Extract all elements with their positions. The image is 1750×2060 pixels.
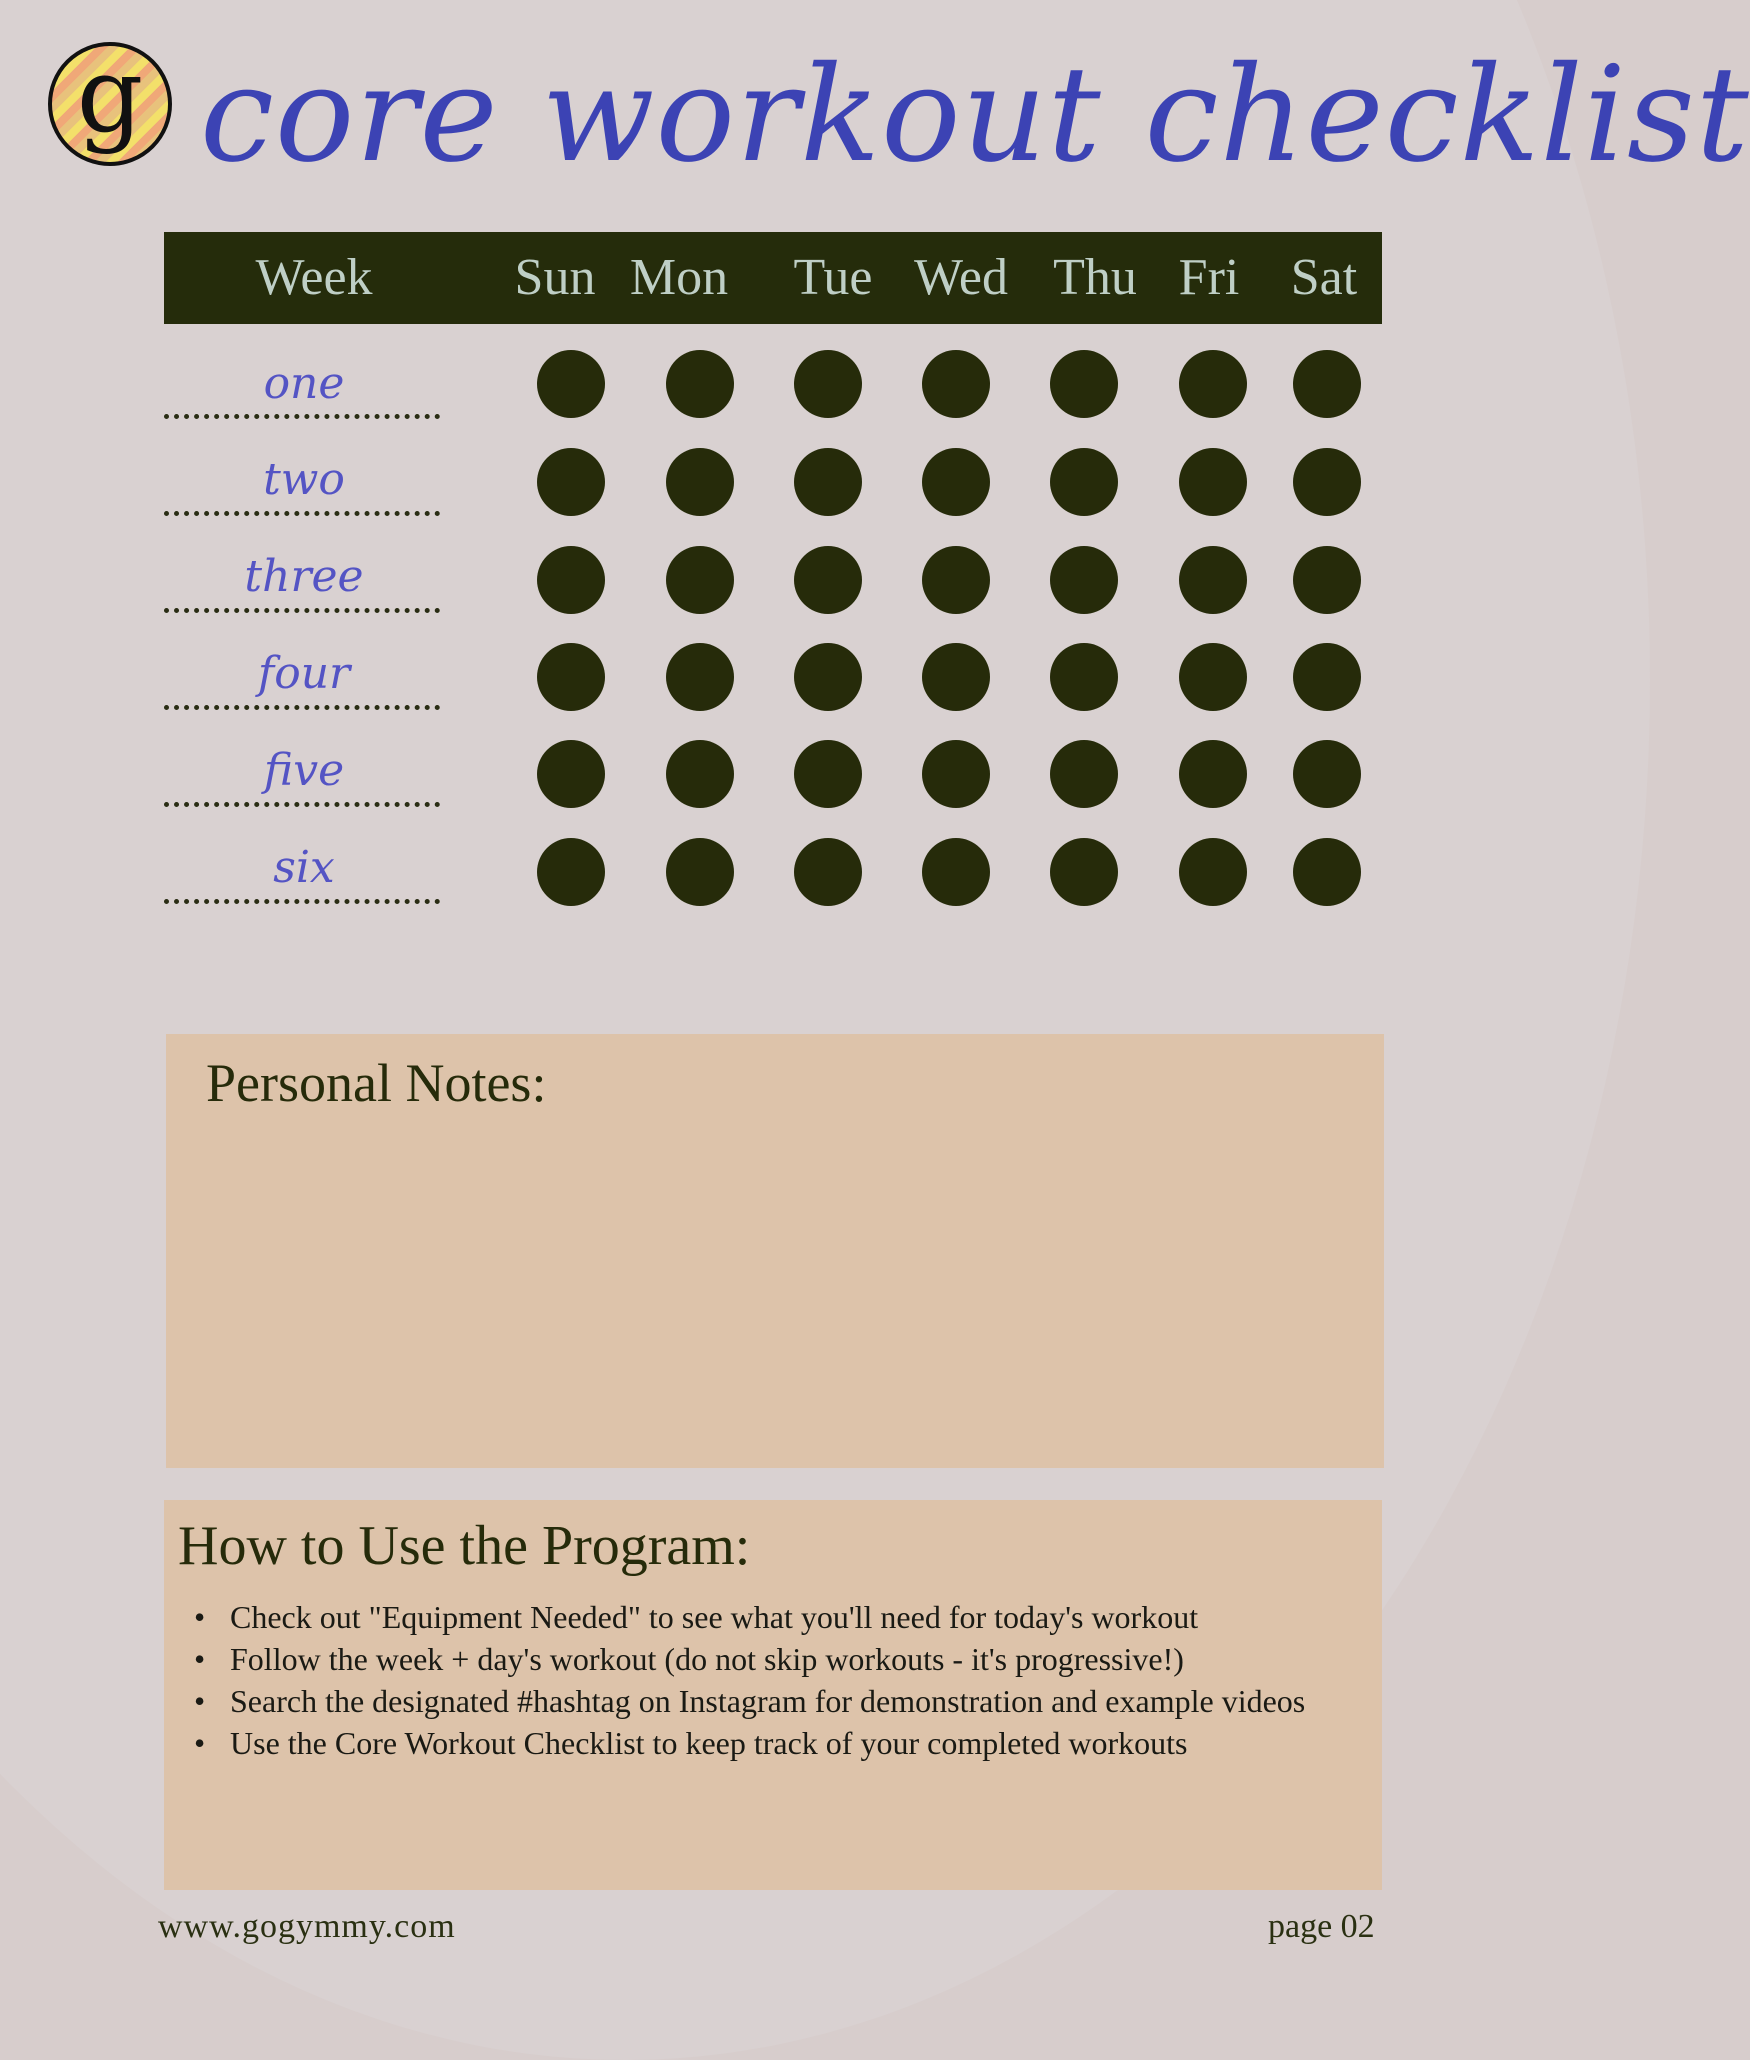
check-circle-three-thu[interactable] bbox=[1050, 546, 1118, 614]
check-circle-three-tue[interactable] bbox=[794, 546, 862, 614]
header-day-fri: Fri bbox=[1178, 249, 1240, 306]
header-day-wed: Wed bbox=[914, 249, 1008, 306]
week-line bbox=[164, 414, 440, 419]
personal-notes-title: Personal Notes: bbox=[206, 1053, 547, 1113]
week-label-four: four bbox=[257, 648, 351, 699]
check-circle-three-sun[interactable] bbox=[537, 546, 605, 614]
check-circle-two-mon[interactable] bbox=[666, 448, 734, 516]
how-to-use-box bbox=[164, 1500, 1382, 1890]
check-circle-one-tue[interactable] bbox=[794, 350, 862, 418]
check-circle-one-mon[interactable] bbox=[666, 350, 734, 418]
check-circle-six-sun[interactable] bbox=[537, 838, 605, 906]
week-line bbox=[164, 511, 440, 516]
check-circle-four-mon[interactable] bbox=[666, 643, 734, 711]
week-line bbox=[164, 899, 440, 904]
check-circle-three-wed[interactable] bbox=[922, 546, 990, 614]
check-circle-two-thu[interactable] bbox=[1050, 448, 1118, 516]
check-circle-three-mon[interactable] bbox=[666, 546, 734, 614]
list-item: • Use the Core Workout Checklist to keep track of your completed workouts bbox=[230, 1722, 1370, 1764]
check-circle-five-sun[interactable] bbox=[537, 740, 605, 808]
check-circle-two-sat[interactable] bbox=[1293, 448, 1361, 516]
check-circle-four-thu[interactable] bbox=[1050, 643, 1118, 711]
week-line bbox=[164, 802, 440, 807]
week-line bbox=[164, 608, 440, 613]
check-circle-five-thu[interactable] bbox=[1050, 740, 1118, 808]
check-circle-one-thu[interactable] bbox=[1050, 350, 1118, 418]
check-circle-six-fri[interactable] bbox=[1179, 838, 1247, 906]
check-circle-one-sun[interactable] bbox=[537, 350, 605, 418]
check-circle-six-thu[interactable] bbox=[1050, 838, 1118, 906]
week-label-three: three bbox=[244, 551, 364, 602]
check-circle-two-fri[interactable] bbox=[1179, 448, 1247, 516]
logo-letter: g bbox=[76, 34, 144, 156]
check-circle-five-mon[interactable] bbox=[666, 740, 734, 808]
check-circle-four-tue[interactable] bbox=[794, 643, 862, 711]
check-circle-five-fri[interactable] bbox=[1179, 740, 1247, 808]
logo bbox=[48, 34, 172, 166]
check-circle-five-tue[interactable] bbox=[794, 740, 862, 808]
checklist-header bbox=[164, 232, 1382, 324]
week-line bbox=[164, 705, 440, 710]
check-circle-one-wed[interactable] bbox=[922, 350, 990, 418]
how-to-use-list bbox=[230, 1596, 1370, 1764]
list-item: • Follow the week + day's workout (do not skip workouts - it's progressive!) bbox=[230, 1638, 1370, 1680]
how-to-use-title: How to Use the Program: bbox=[178, 1515, 751, 1577]
week-label-five: five bbox=[263, 745, 345, 796]
check-circle-one-sat[interactable] bbox=[1293, 350, 1361, 418]
check-circle-four-fri[interactable] bbox=[1179, 643, 1247, 711]
header-day-thu: Thu bbox=[1053, 249, 1137, 306]
check-circle-four-sat[interactable] bbox=[1293, 643, 1361, 711]
check-circle-four-sun[interactable] bbox=[537, 643, 605, 711]
header-day-mon: Mon bbox=[629, 249, 729, 306]
week-label-two: two bbox=[263, 454, 345, 505]
header-week: Week bbox=[255, 249, 373, 306]
list-item: • Check out "Equipment Needed" to see what you'll need for today's workout bbox=[230, 1596, 1370, 1638]
check-circle-five-sat[interactable] bbox=[1293, 740, 1361, 808]
check-circle-six-wed[interactable] bbox=[922, 838, 990, 906]
page-number: page 02 bbox=[1268, 1908, 1375, 1945]
header-day-tue: Tue bbox=[793, 249, 873, 306]
header-day-sun: Sun bbox=[514, 249, 596, 306]
check-circle-four-wed[interactable] bbox=[922, 643, 990, 711]
check-circle-three-fri[interactable] bbox=[1179, 546, 1247, 614]
check-circle-two-wed[interactable] bbox=[922, 448, 990, 516]
week-label-one: one bbox=[263, 358, 345, 409]
check-circle-six-sat[interactable] bbox=[1293, 838, 1361, 906]
personal-notes-box[interactable] bbox=[166, 1034, 1384, 1468]
website-url[interactable]: www.gogymmy.com bbox=[158, 1908, 456, 1945]
check-circle-five-wed[interactable] bbox=[922, 740, 990, 808]
check-circle-one-fri[interactable] bbox=[1179, 350, 1247, 418]
page-title: core workout checklist bbox=[200, 38, 1750, 192]
header-day-sat: Sat bbox=[1290, 249, 1358, 306]
check-circle-two-sun[interactable] bbox=[537, 448, 605, 516]
week-label-six: six bbox=[273, 842, 335, 893]
check-circle-six-tue[interactable] bbox=[794, 838, 862, 906]
check-circle-six-mon[interactable] bbox=[666, 838, 734, 906]
check-circle-three-sat[interactable] bbox=[1293, 546, 1361, 614]
check-circle-two-tue[interactable] bbox=[794, 448, 862, 516]
list-item: • Search the designated #hashtag on Instagram for demonstration and example videos bbox=[230, 1680, 1370, 1722]
